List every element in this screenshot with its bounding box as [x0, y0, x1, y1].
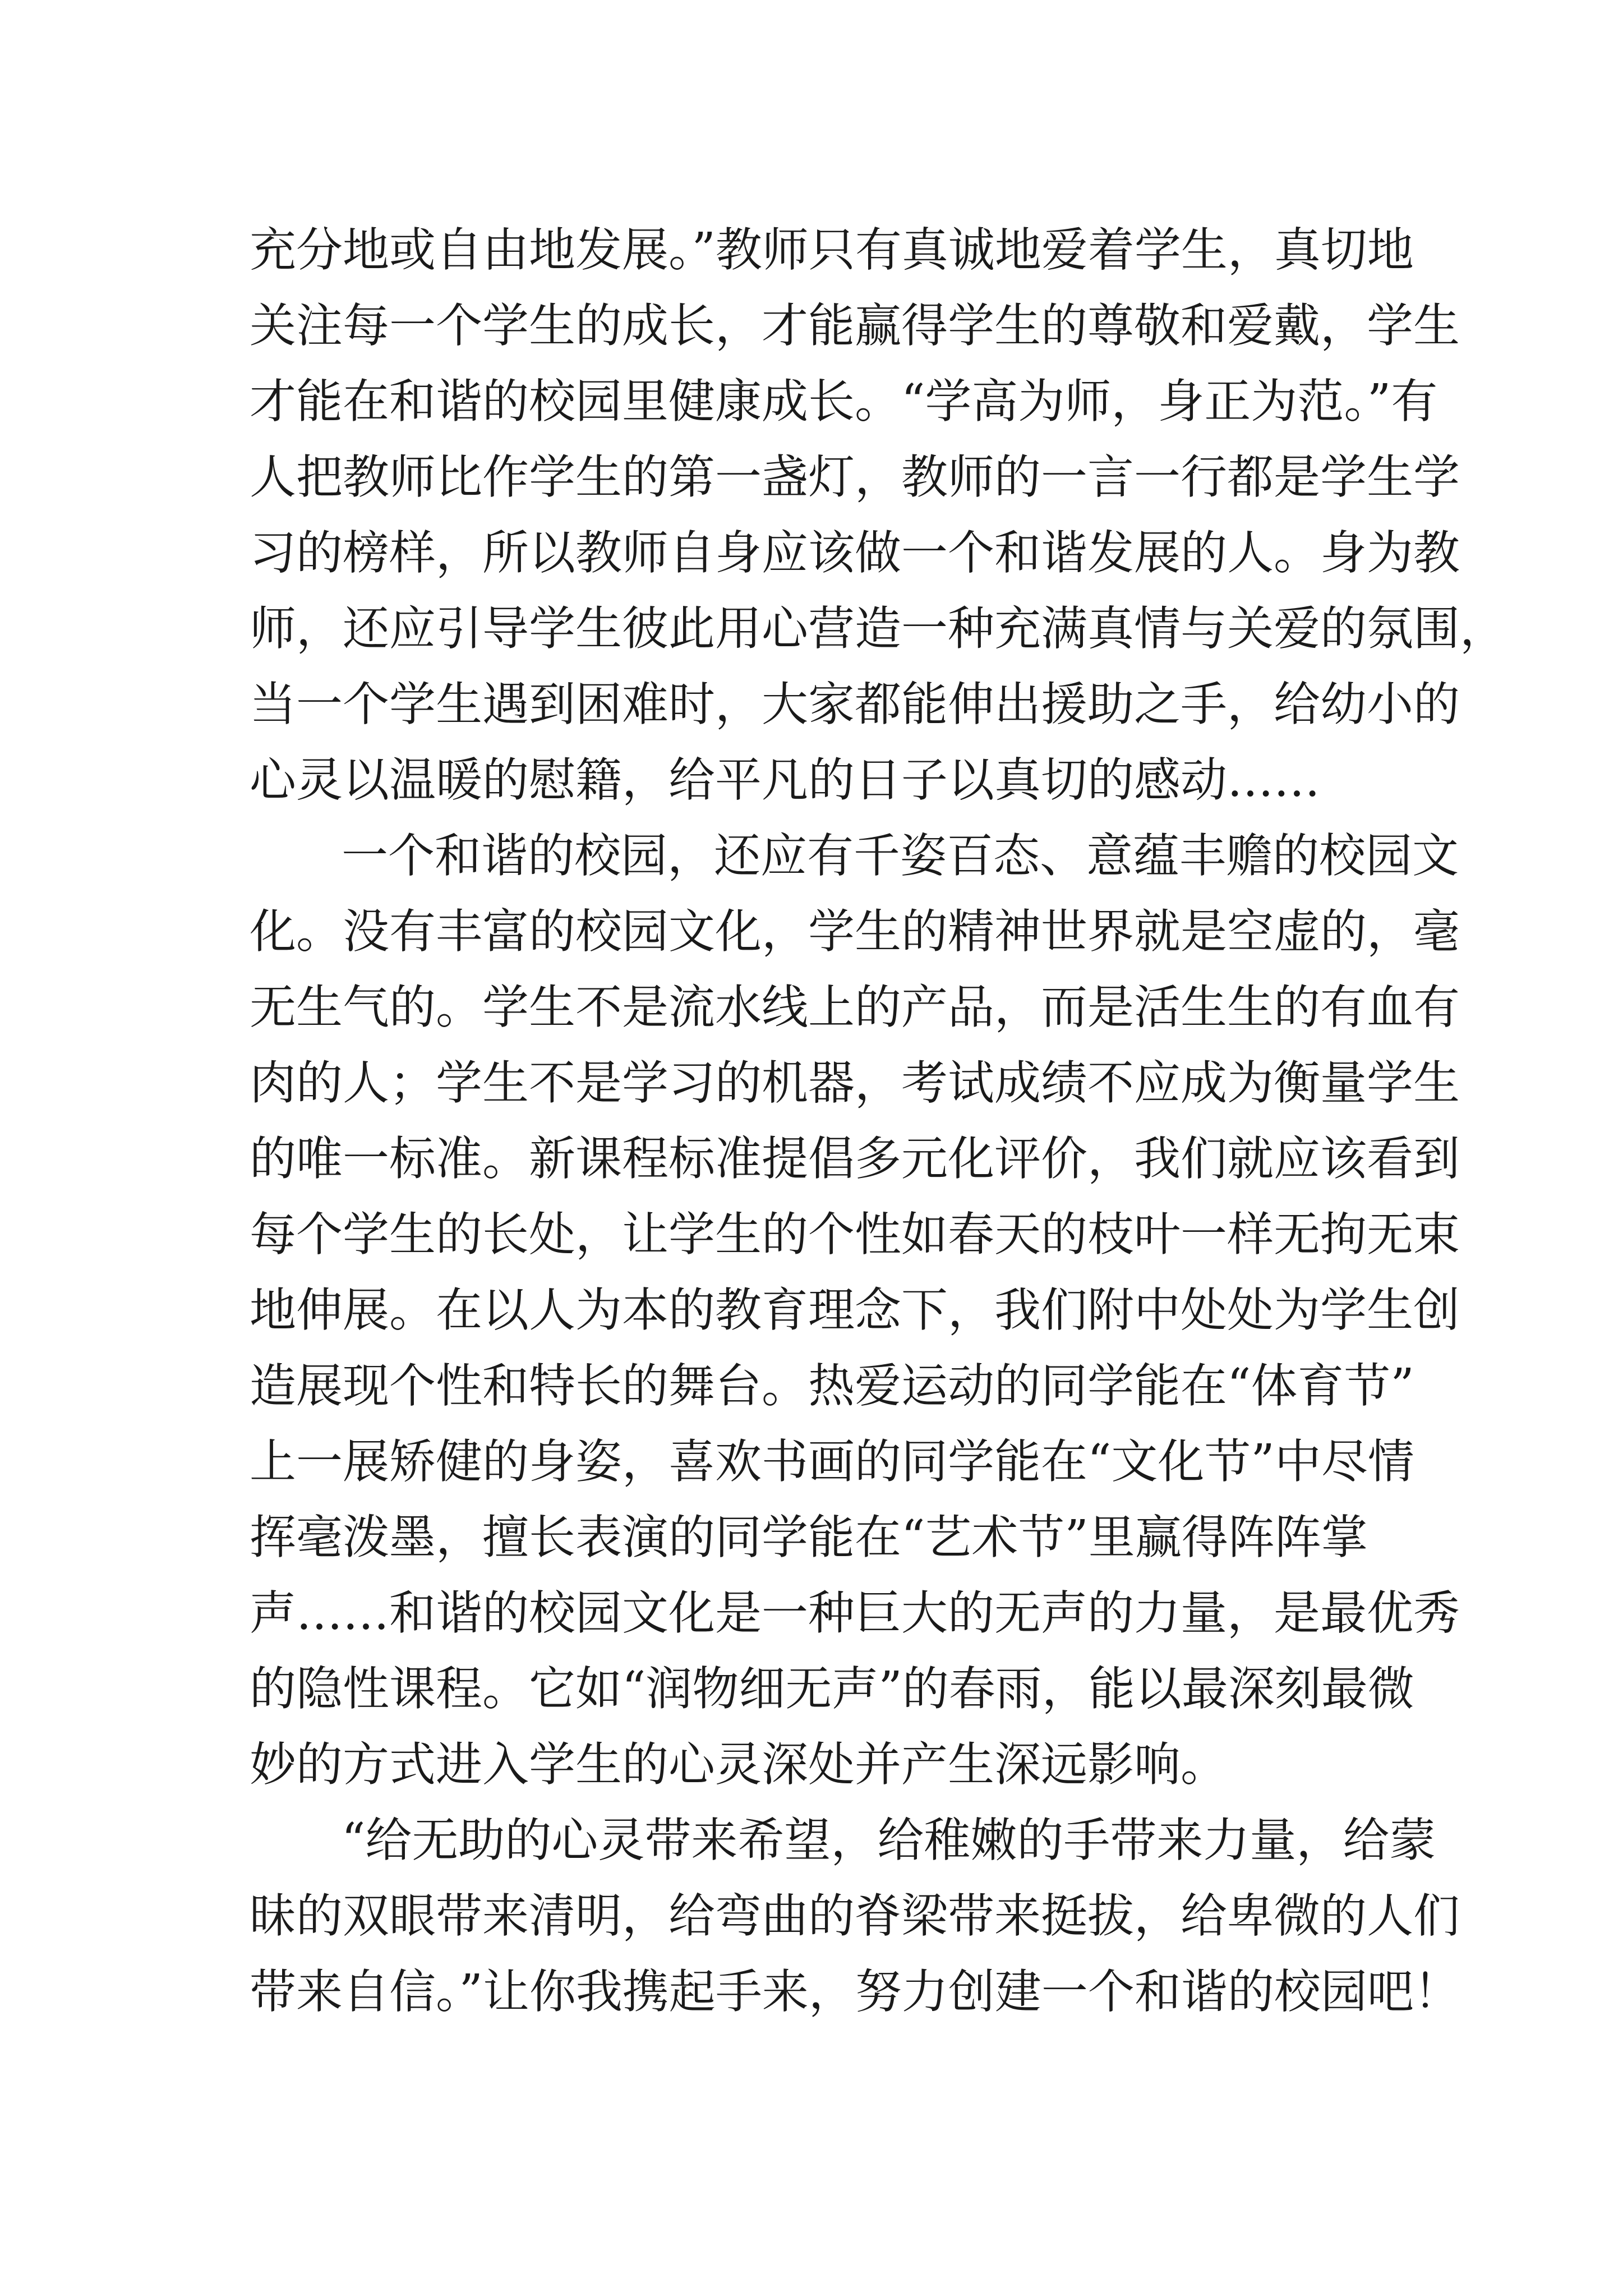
text-line: 带来自信。”让你我携起手来，努力创建一个和谐的校园吧！: [250, 1964, 1460, 2019]
text-line: 习的榜样，所以教师自身应该做一个和谐发展的人。身为教: [250, 526, 1460, 580]
text-line: 声……和谐的校园文化是一种巨大的无声的力量，是最优秀: [250, 1586, 1460, 1640]
text-line: 妙的方式进入学生的心灵深处并产生深远影响。: [250, 1737, 1227, 1792]
text-line: 上一展矫健的身姿，喜欢书画的同学能在“文化节”中尽情: [250, 1434, 1414, 1489]
text-line: 造展现个性和特长的舞台。热爱运动的同学能在“体育节”: [250, 1359, 1414, 1413]
text-line: 每个学生的长处，让学生的个性如春天的枝叶一样无拘无束: [250, 1207, 1460, 1262]
text-line: 关注每一个学生的成长，才能赢得学生的尊敬和爱戴，学生: [250, 298, 1460, 353]
text-line: 心灵以温暖的慰籍，给平凡的日子以真切的感动……: [250, 753, 1320, 807]
text-line: 人把教师比作学生的第一盏灯，教师的一言一行都是学生学: [250, 450, 1460, 504]
paragraph-first-line: “给无助的心灵带来希望，给稚嫩的手带来力量，给蒙: [342, 1813, 1436, 1867]
text-line: 师，还应引导学生彼此用心营造一种充满真情与关爱的氛围，: [250, 601, 1506, 656]
text-line: 无生气的。学生不是流水线上的产品，而是活生生的有血有: [250, 980, 1460, 1034]
text-line: 地伸展。在以人为本的教育理念下，我们附中处处为学生创: [250, 1283, 1460, 1337]
text-line: 化。没有丰富的校园文化，学生的精神世界就是空虚的，毫: [250, 904, 1460, 959]
text-line: 昧的双眼带来清明，给弯曲的脊梁带来挺拔，给卑微的人们: [250, 1889, 1460, 1943]
text-line: 的隐性课程。它如“润物细无声”的春雨，能以最深刻最微: [250, 1662, 1414, 1716]
text-line: 挥毫泼墨，擅长表演的同学能在“艺术节”里赢得阵阵掌: [250, 1510, 1368, 1565]
text-line: 当一个学生遇到困难时，大家都能伸出援助之手，给幼小的: [250, 677, 1460, 731]
body-text: [250, 212, 1506, 2030]
paragraph-first-line: 一个和谐的校园，还应有千姿百态、意蕴丰赡的校园文: [342, 829, 1459, 883]
text-line: 的唯一标准。新课程标准提倡多元化评价，我们就应该看到: [250, 1131, 1460, 1186]
text-line: 才能在和谐的校园里健康成长。“学高为师，身正为范。”有: [250, 374, 1438, 429]
text-line: 充分地或自由地发展。”教师只有真诚地爱着学生，真切地: [250, 223, 1414, 277]
text-line: 肉的人；学生不是学习的机器，考试成绩不应成为衡量学生: [250, 1056, 1460, 1110]
